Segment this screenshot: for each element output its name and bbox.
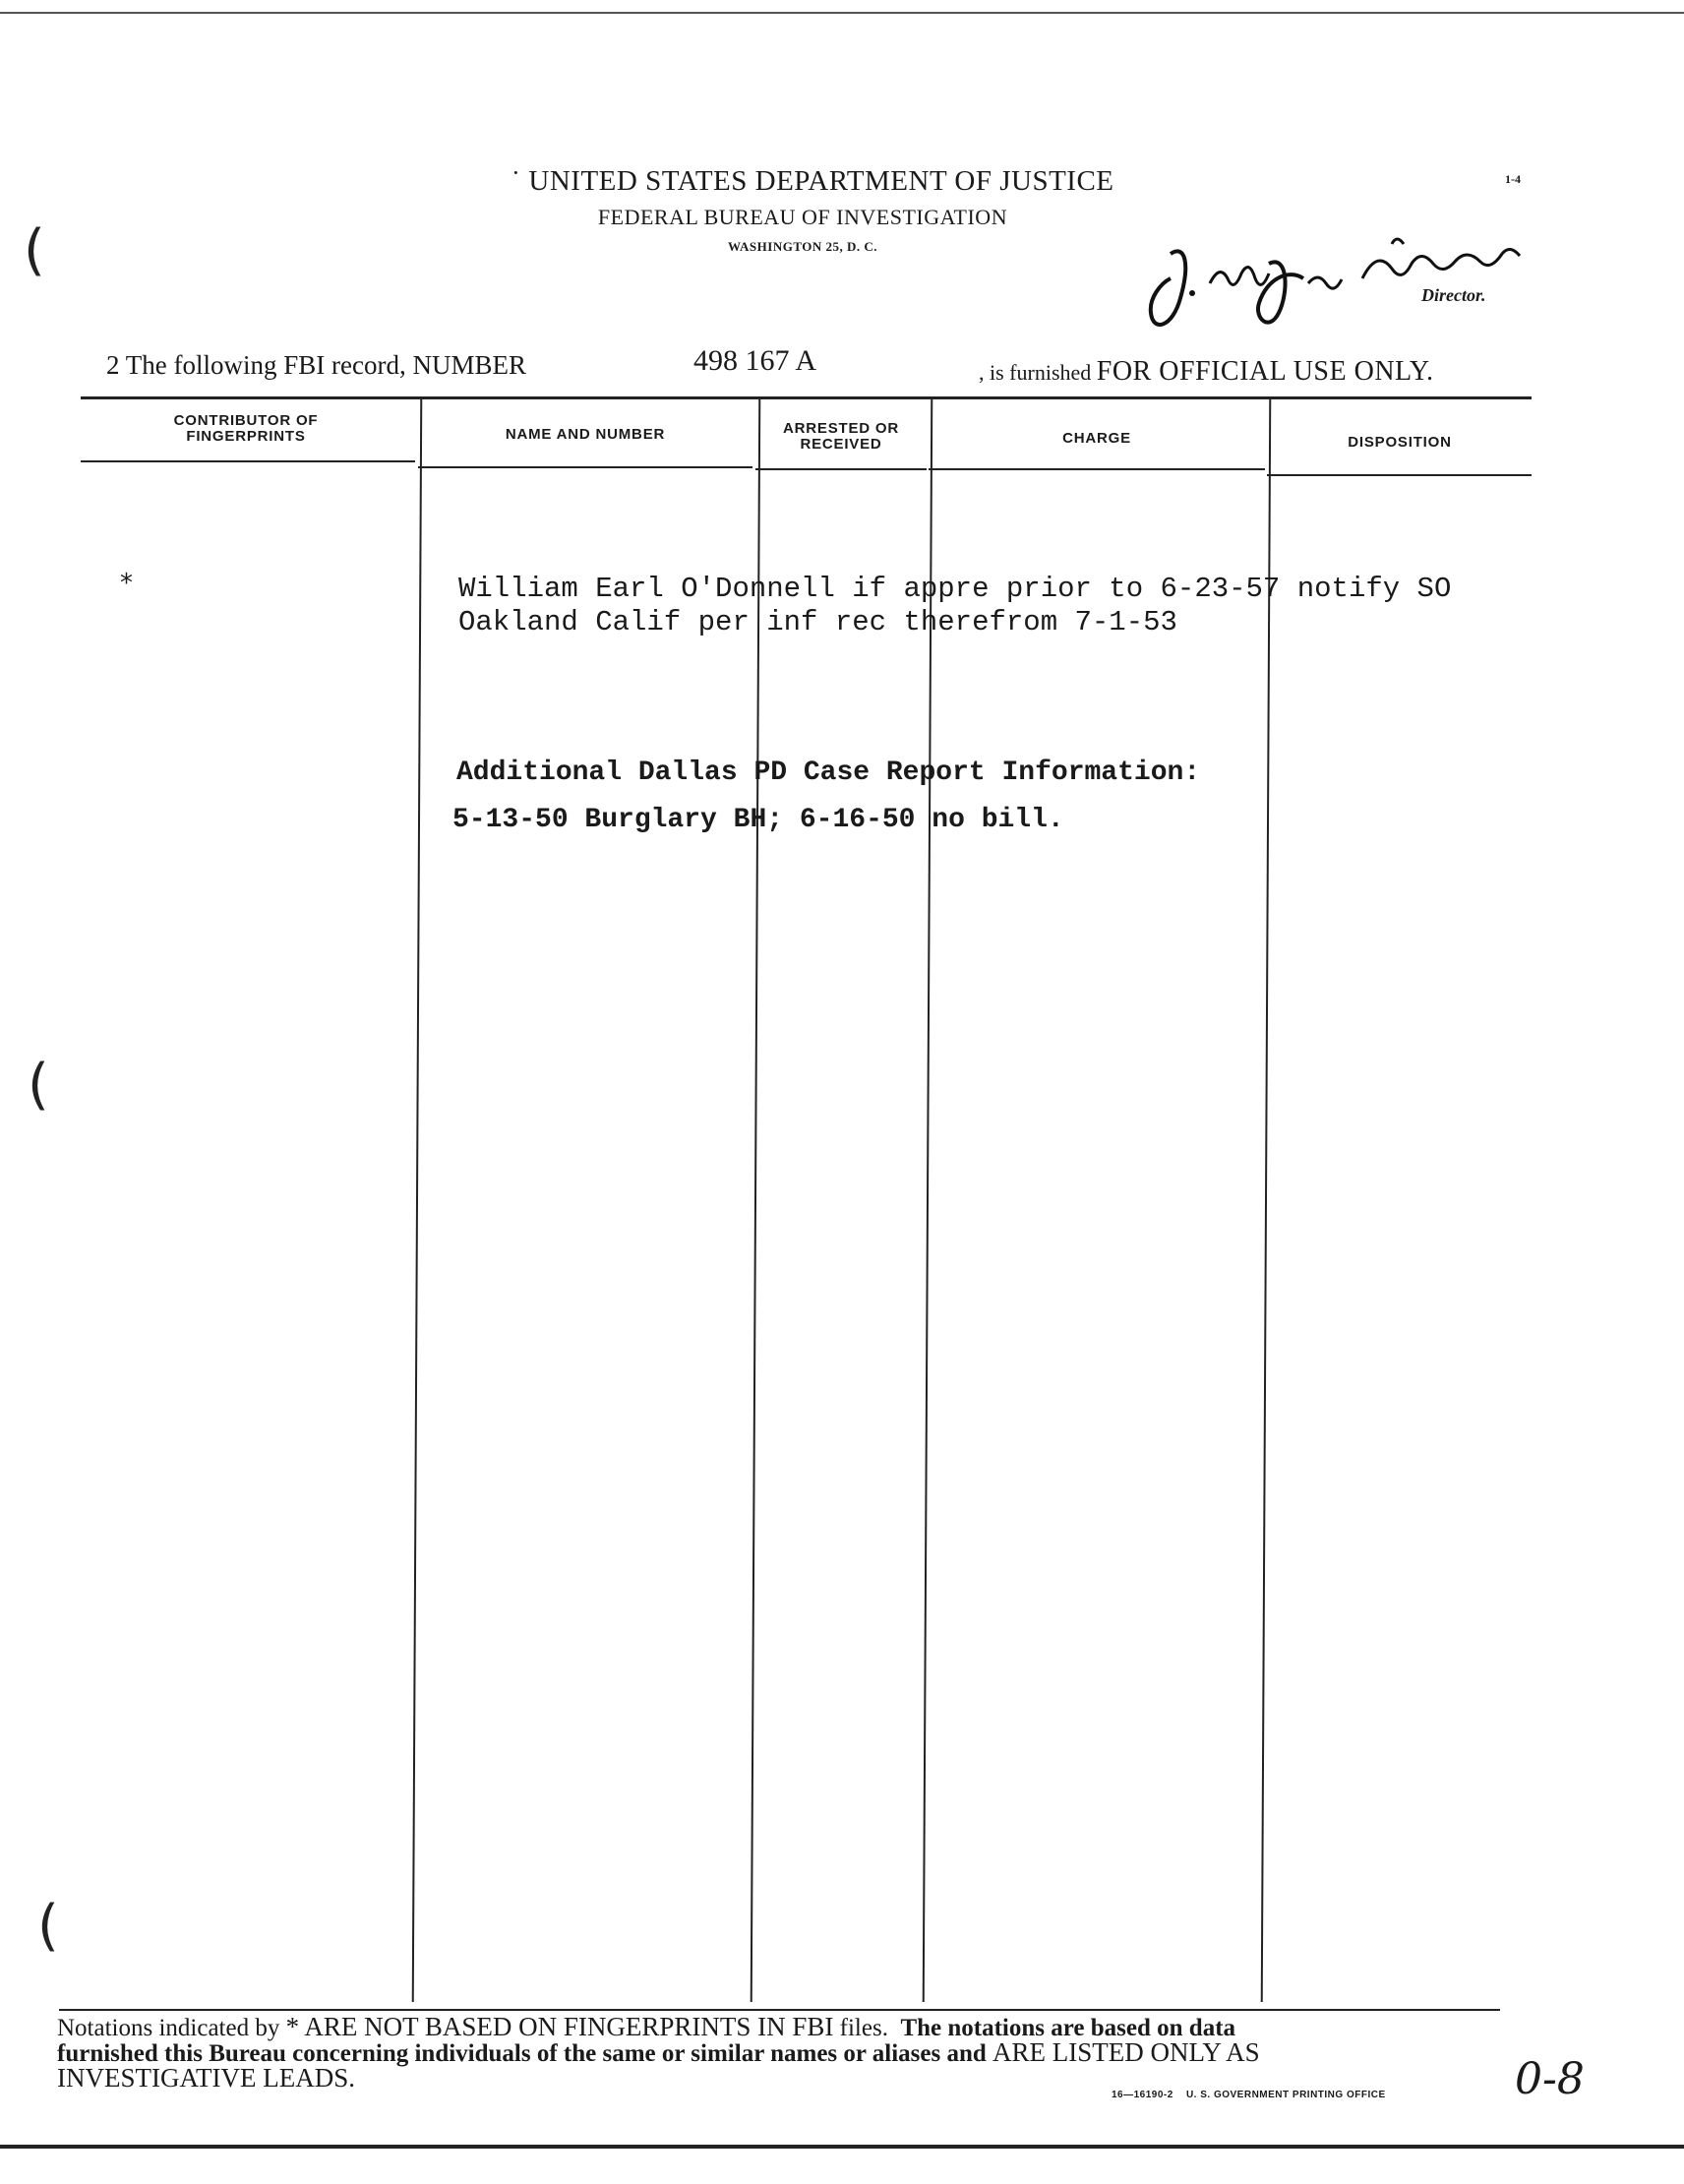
director-title: Director.: [1421, 285, 1486, 305]
record-line-prefix: 2 The following FBI record, NUMBER: [106, 350, 526, 380]
header-rule-4: [929, 468, 1265, 470]
footer-notice: [57, 2012, 1503, 2093]
official-use-notice: FOR OFFICIAL USE ONLY.: [1096, 356, 1434, 387]
binder-hole-mark: (: [28, 1053, 49, 1117]
column-header-contributor: CONTRIBUTOR OF FINGERPRINTS: [173, 412, 319, 445]
column-divider-4: [1261, 398, 1272, 2002]
entry-line-3: Additional Dallas PD Case Report Information:: [456, 758, 1201, 788]
header-rule-5: [1267, 474, 1532, 476]
record-number: 498 167 A: [693, 344, 817, 377]
page-code: 1-4: [1505, 172, 1521, 186]
binder-hole-mark: (: [37, 1894, 59, 1958]
table-top-rule: [81, 396, 1532, 399]
column-header-name: NAME AND NUMBER: [505, 426, 666, 443]
location-line: WASHINGTON 25, D. C.: [727, 239, 878, 254]
header-rule-1: [81, 460, 415, 462]
table-bottom-rule: [59, 2009, 1500, 2011]
record-line-suffix: , is furnished FOR OFFICIAL USE ONLY.: [979, 356, 1434, 387]
column-header-disposition: DISPOSITION: [1348, 434, 1452, 451]
column-divider-2: [751, 398, 761, 2002]
column-header-arrested: ARRESTED OR RECEIVED: [783, 420, 899, 453]
footer-line-3: INVESTIGATIVE LEADS.: [57, 2063, 355, 2093]
printing-office-line: 16—16190-2 U. S. GOVERNMENT PRINTING OFFICE: [1112, 2090, 1386, 2100]
column-divider-1: [412, 398, 423, 2002]
department-title: ˙ UNITED STATES DEPARTMENT OF JUSTICE: [511, 165, 1114, 197]
column-divider-3: [923, 398, 933, 2002]
binder-hole-mark: (: [24, 218, 45, 282]
bureau-title: FEDERAL BUREAU OF INVESTIGATION: [597, 205, 1008, 229]
entry-line-1: William Earl O'Donnell if appre prior to 6-23-57 notify SO: [458, 573, 1452, 605]
column-header-charge: CHARGE: [1062, 430, 1131, 447]
entry-line-2: Oakland Calif per inf rec therefrom 7-1-53: [458, 606, 1177, 638]
page-bottom-edge: [0, 2145, 1684, 2149]
asterisk-marker: *: [120, 569, 133, 598]
page-top-edge: [0, 12, 1684, 14]
header-rule-3: [755, 468, 927, 470]
header-rule-2: [418, 466, 752, 468]
entry-line-4: 5-13-50 Burglary BH; 6-16-50 no bill.: [452, 805, 1064, 835]
footer-line-2: furnished this Bureau concerning individuals of the same or similar names or aliases and ARE LISTED ONLY AS: [57, 2037, 1260, 2067]
footer-line-1: Notations indicated by * ARE NOT BASED ON FINGERPRINTS IN FBI files. The notations are based on data: [57, 2012, 1236, 2041]
handwritten-mark: 0-8: [1515, 2054, 1585, 2104]
